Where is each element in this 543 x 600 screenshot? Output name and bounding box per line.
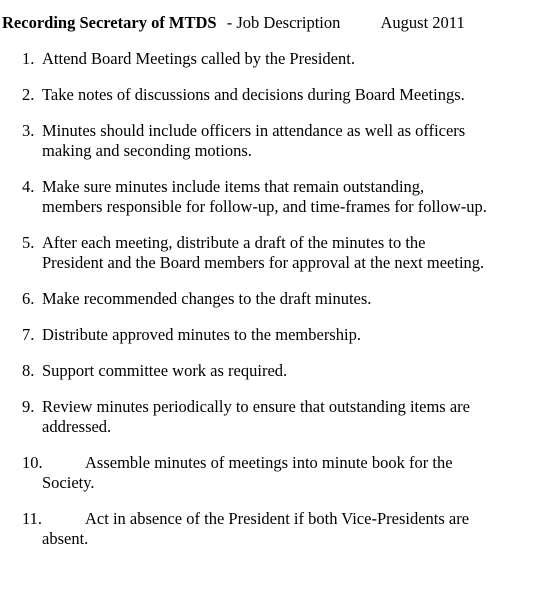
item-number: 10. xyxy=(22,453,43,472)
list-item xyxy=(22,233,543,273)
item-number: 6. xyxy=(22,289,35,308)
list-item xyxy=(22,509,543,549)
item-text: making and seconding motions. xyxy=(42,141,252,160)
list-item xyxy=(22,85,543,105)
list-item xyxy=(22,361,543,381)
item-text: absent. xyxy=(42,529,89,548)
item-number: 1. xyxy=(22,49,35,68)
document-date: August 2011 xyxy=(380,13,465,32)
list-item xyxy=(22,49,543,69)
item-text: Take notes of discussions and decisions during Board Meetings. xyxy=(42,85,465,104)
list-item xyxy=(22,325,543,345)
item-text: Act in absence of the President if both Vice-Presidents are xyxy=(85,509,470,528)
item-text: President and the Board members for approval at the next meeting. xyxy=(42,253,485,272)
item-text: Assemble minutes of meetings into minute book for the xyxy=(85,453,453,472)
list-item xyxy=(22,453,543,493)
list-item xyxy=(22,397,543,437)
item-text: Support committee work as required. xyxy=(42,361,288,380)
list-item xyxy=(22,177,543,217)
document-subtitle: Job Description xyxy=(236,13,341,32)
document-title: Recording Secretary of MTDS xyxy=(2,13,217,32)
item-number: 9. xyxy=(22,397,35,416)
item-text: Minutes should include officers in attendance as well as officers xyxy=(42,121,466,140)
list-item xyxy=(22,121,543,161)
title-separator: - xyxy=(226,13,233,32)
item-number: 5. xyxy=(22,233,35,252)
item-number: 3. xyxy=(22,121,35,140)
item-number: 7. xyxy=(22,325,35,344)
item-number: 11. xyxy=(22,509,43,528)
document-heading xyxy=(2,13,465,33)
item-text: Attend Board Meetings called by the President. xyxy=(42,49,355,68)
duties-list xyxy=(22,49,543,565)
item-text: After each meeting, distribute a draft of the minutes to the xyxy=(42,233,426,252)
item-text: Make recommended changes to the draft minutes. xyxy=(42,289,372,308)
item-text: Society. xyxy=(42,473,95,492)
item-text: Review minutes periodically to ensure that outstanding items are xyxy=(42,397,470,416)
item-text: members responsible for follow-up, and time-frames for follow-up. xyxy=(42,197,487,216)
item-text: Make sure minutes include items that remain outstanding, xyxy=(42,177,425,196)
item-number: 8. xyxy=(22,361,35,380)
list-item xyxy=(22,289,543,309)
item-number: 2. xyxy=(22,85,35,104)
item-text: addressed. xyxy=(42,417,112,436)
item-text: Distribute approved minutes to the membership. xyxy=(42,325,361,344)
item-number: 4. xyxy=(22,177,35,196)
